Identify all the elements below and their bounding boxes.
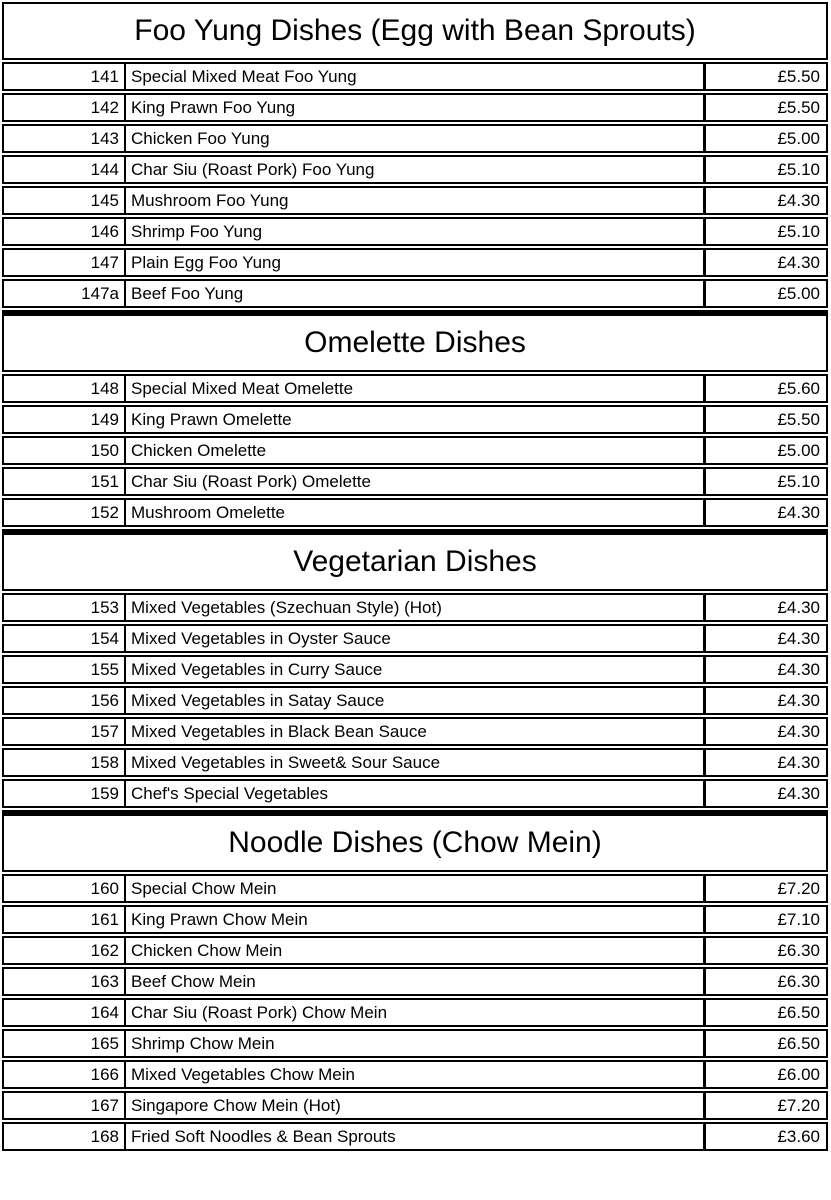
item-price: £4.30	[777, 752, 820, 772]
section-header	[2, 2, 828, 60]
item-name: Chicken Omelette	[126, 438, 706, 463]
item-number: 155	[4, 657, 126, 682]
item-number: 156	[4, 688, 126, 713]
section-rows	[2, 874, 828, 1151]
item-number: 141	[4, 64, 126, 89]
item-price: £4.30	[777, 659, 820, 679]
item-name: Special Mixed Meat Omelette	[126, 376, 706, 401]
item-number: 158	[4, 750, 126, 775]
item-name: Chef's Special Vegetables	[126, 781, 706, 806]
item-number: 160	[4, 876, 126, 901]
section-title: Foo Yung Dishes (Egg with Bean Sprouts)	[134, 14, 696, 47]
item-name: King Prawn Foo Yung	[126, 95, 706, 120]
item-price: £5.50	[777, 66, 820, 86]
item-number: 149	[4, 407, 126, 432]
item-name: Mixed Vegetables Chow Mein	[126, 1062, 706, 1087]
item-number: 168	[4, 1124, 126, 1149]
menu-item-row	[2, 779, 828, 808]
item-name: Mixed Vegetables (Szechuan Style) (Hot)	[126, 595, 706, 620]
item-name: Chicken Foo Yung	[126, 126, 706, 151]
menu-item-row	[2, 155, 828, 184]
item-name: Special Mixed Meat Foo Yung	[126, 64, 706, 89]
item-name: Chicken Chow Mein	[126, 938, 706, 963]
item-price: £3.60	[777, 1126, 820, 1146]
menu-section	[2, 529, 828, 808]
item-name: Mixed Vegetables in Satay Sauce	[126, 688, 706, 713]
item-name: Beef Foo Yung	[126, 281, 706, 306]
section-rows	[2, 593, 828, 808]
item-name: Char Siu (Roast Pork) Chow Mein	[126, 1000, 706, 1025]
menu-item-row	[2, 624, 828, 653]
menu-item-row	[2, 998, 828, 1027]
item-number: 154	[4, 626, 126, 651]
section-title: Noodle Dishes (Chow Mein)	[228, 826, 602, 859]
menu-item-row	[2, 374, 828, 403]
section-header	[2, 810, 828, 872]
menu-item-row	[2, 1091, 828, 1120]
item-name: Special Chow Mein	[126, 876, 706, 901]
item-name: Shrimp Foo Yung	[126, 219, 706, 244]
item-number: 148	[4, 376, 126, 401]
item-name: Mushroom Foo Yung	[126, 188, 706, 213]
item-name: Fried Soft Noodles & Bean Sprouts	[126, 1124, 706, 1149]
item-price: £7.10	[777, 909, 820, 929]
item-name: Char Siu (Roast Pork) Foo Yung	[126, 157, 706, 182]
menu-item-row	[2, 248, 828, 277]
item-name: Plain Egg Foo Yung	[126, 250, 706, 275]
item-number: 157	[4, 719, 126, 744]
menu-item-row	[2, 686, 828, 715]
item-price: £4.30	[777, 628, 820, 648]
section-title: Vegetarian Dishes	[293, 545, 537, 578]
menu-item-row	[2, 1029, 828, 1058]
item-name: Mixed Vegetables in Sweet& Sour Sauce	[126, 750, 706, 775]
menu-item-row	[2, 936, 828, 965]
item-number: 163	[4, 969, 126, 994]
item-price: £5.10	[777, 159, 820, 179]
section-header	[2, 310, 828, 372]
item-price: £5.10	[777, 221, 820, 241]
menu-item-row	[2, 405, 828, 434]
item-name: Singapore Chow Mein (Hot)	[126, 1093, 706, 1118]
item-price: £6.00	[777, 1064, 820, 1084]
item-number: 147	[4, 250, 126, 275]
item-price: £5.00	[777, 128, 820, 148]
item-price: £4.30	[777, 190, 820, 210]
item-number: 145	[4, 188, 126, 213]
item-number: 152	[4, 500, 126, 525]
section-rows	[2, 62, 828, 308]
menu-item-row	[2, 967, 828, 996]
item-name: Mixed Vegetables in Oyster Sauce	[126, 626, 706, 651]
item-price: £4.30	[777, 690, 820, 710]
item-number: 147a	[4, 281, 126, 306]
item-name: Beef Chow Mein	[126, 969, 706, 994]
menu-item-row	[2, 748, 828, 777]
menu-item-row	[2, 436, 828, 465]
menu-section	[2, 810, 828, 1151]
item-price: £4.30	[777, 252, 820, 272]
menu-item-row	[2, 467, 828, 496]
item-price: £6.50	[777, 1033, 820, 1053]
item-number: 164	[4, 1000, 126, 1025]
item-name: Mixed Vegetables in Black Bean Sauce	[126, 719, 706, 744]
menu-item-row	[2, 655, 828, 684]
item-number: 161	[4, 907, 126, 932]
item-price: £5.60	[777, 378, 820, 398]
menu-item-row	[2, 93, 828, 122]
item-price: £5.50	[777, 409, 820, 429]
item-price: £4.30	[777, 502, 820, 522]
menu-sections	[2, 2, 828, 1151]
item-price: £6.30	[777, 940, 820, 960]
item-price: £7.20	[777, 1095, 820, 1115]
item-price: £6.30	[777, 971, 820, 991]
menu-item-row	[2, 905, 828, 934]
item-name: Mixed Vegetables in Curry Sauce	[126, 657, 706, 682]
menu-item-row	[2, 217, 828, 246]
item-number: 153	[4, 595, 126, 620]
item-name: Char Siu (Roast Pork) Omelette	[126, 469, 706, 494]
item-number: 159	[4, 781, 126, 806]
item-price: £7.20	[777, 878, 820, 898]
menu-section	[2, 310, 828, 527]
item-number: 151	[4, 469, 126, 494]
item-number: 143	[4, 126, 126, 151]
item-name: King Prawn Omelette	[126, 407, 706, 432]
item-number: 142	[4, 95, 126, 120]
item-number: 167	[4, 1093, 126, 1118]
menu-item-row	[2, 186, 828, 215]
item-price: £5.50	[777, 97, 820, 117]
item-number: 165	[4, 1031, 126, 1056]
item-name: Mushroom Omelette	[126, 500, 706, 525]
item-price: £5.00	[777, 283, 820, 303]
section-header	[2, 529, 828, 591]
item-number: 166	[4, 1062, 126, 1087]
item-number: 162	[4, 938, 126, 963]
menu-item-row	[2, 279, 828, 308]
item-price: £5.00	[777, 440, 820, 460]
item-price: £6.50	[777, 1002, 820, 1022]
item-name: King Prawn Chow Mein	[126, 907, 706, 932]
menu-item-row	[2, 717, 828, 746]
item-name: Shrimp Chow Mein	[126, 1031, 706, 1056]
item-price: £4.30	[777, 597, 820, 617]
menu-item-row	[2, 1060, 828, 1089]
section-title: Omelette Dishes	[304, 326, 526, 359]
item-number: 150	[4, 438, 126, 463]
menu-item-row	[2, 874, 828, 903]
menu-section	[2, 2, 828, 308]
item-price: £5.10	[777, 471, 820, 491]
menu-item-row	[2, 62, 828, 91]
item-price: £4.30	[777, 783, 820, 803]
menu-item-row	[2, 498, 828, 527]
item-number: 144	[4, 157, 126, 182]
item-price: £4.30	[777, 721, 820, 741]
section-rows	[2, 374, 828, 527]
menu-item-row	[2, 593, 828, 622]
item-number: 146	[4, 219, 126, 244]
menu-item-row	[2, 1122, 828, 1151]
menu-item-row	[2, 124, 828, 153]
